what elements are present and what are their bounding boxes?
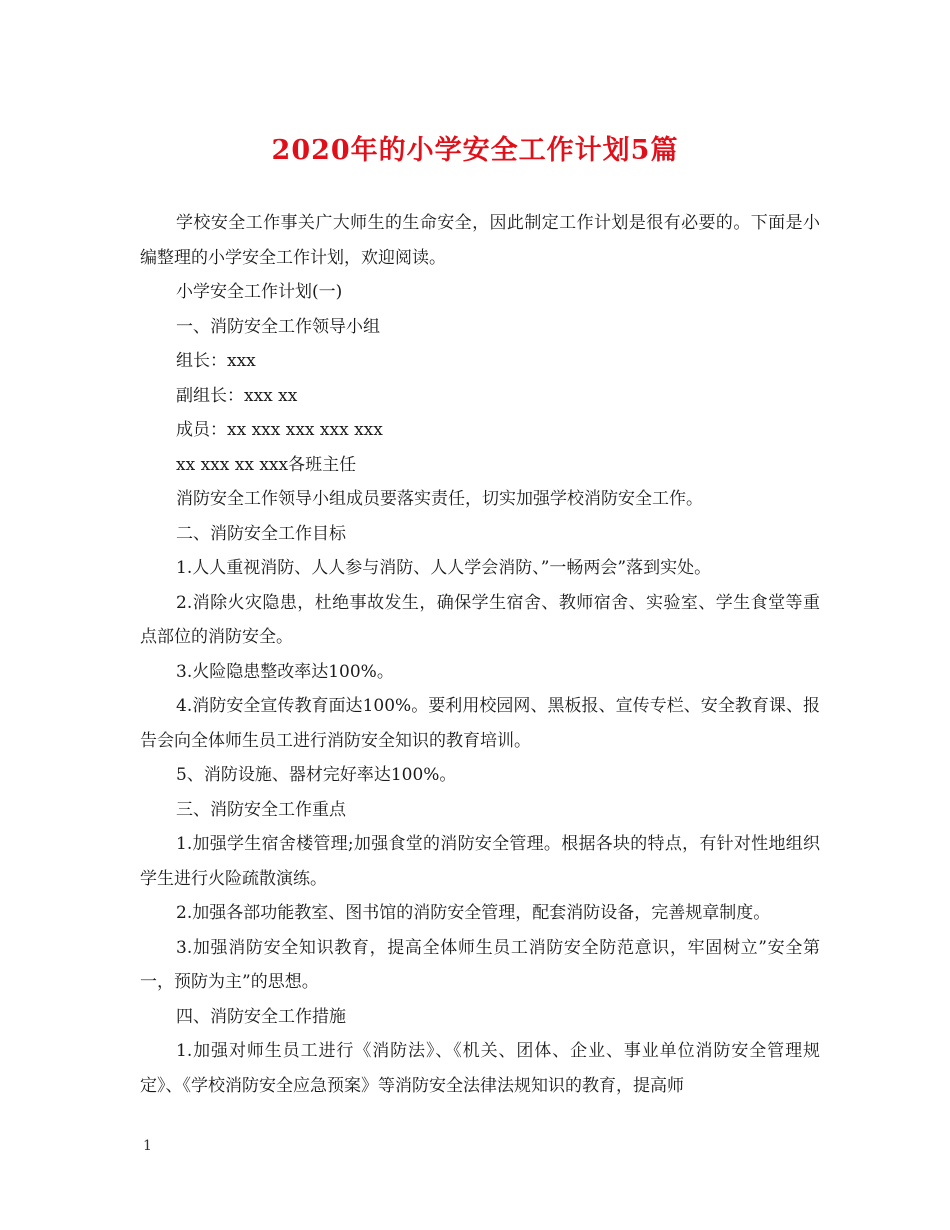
page-number: 1 [143, 1138, 152, 1154]
paragraph: 学校安全工作事关广大师生的生命安全，因此制定工作计划是很有必要的。下面是小编整理的小学安全工作计划，欢迎阅读。 [140, 213, 820, 268]
list-item: 2.消除火灾隐患，杜绝事故发生，确保学生宿舍、教师宿舍、实验室、学生食堂等重点部位的消防安全。 [140, 592, 820, 647]
list-item: 3.加强消防安全知识教育，提高全体师生员工消防安全防范意识，牢固树立”安全第一，预防为主”的思想。 [140, 937, 820, 992]
paragraph: 副组长：xxx xx [176, 385, 298, 406]
section-heading: 二、消防安全工作目标 [176, 523, 346, 544]
section-heading: 三、消防安全工作重点 [176, 799, 346, 820]
list-item: 1.加强学生宿舍楼管理;加强食堂的消防安全管理。根据各块的特点，有针对性地组织学生进行火险疏散演练。 [140, 834, 820, 889]
section-heading: 小学安全工作计划(一) [176, 282, 343, 302]
list-item: 3.火险隐患整改率达100%。 [176, 661, 394, 682]
paragraph: xx xxx xx xxx各班主任 [176, 454, 357, 475]
document-body [140, 206, 820, 1103]
list-item: 1.人人重视消防、人人参与消防、人人学会消防、”一畅两会”落到实处。 [176, 558, 712, 578]
list-item: 1.加强对师生员工进行《消防法》、《机关、团体、企业、事业单位消防安全管理规定》、《学校消防安全应急预案》等消防安全法律法规知识的教育，提高师 [140, 1041, 820, 1096]
document-title: 2020年的小学安全工作计划5篇 [271, 135, 679, 166]
list-item: 4.消防安全宣传教育面达100%。要利用校园网、黑板报、宣传专栏、安全教育课、报告会向全体师生员工进行消防安全知识的教育培训。 [140, 696, 820, 751]
paragraph: 消防安全工作领导小组成员要落实责任，切实加强学校消防安全工作。 [176, 489, 703, 509]
list-item: 5、消防设施、器材完好率达100%。 [176, 765, 457, 785]
list-item: 2.加强各部功能教室、图书馆的消防安全管理，配套消防设备，完善规章制度。 [176, 903, 771, 923]
paragraph: 成员：xx xxx xxx xxx xxx [176, 420, 383, 440]
section-heading: 一、消防安全工作领导小组 [176, 316, 380, 337]
section-heading: 四、消防安全工作措施 [176, 1006, 346, 1027]
paragraph: 组长：xxx [176, 351, 256, 371]
